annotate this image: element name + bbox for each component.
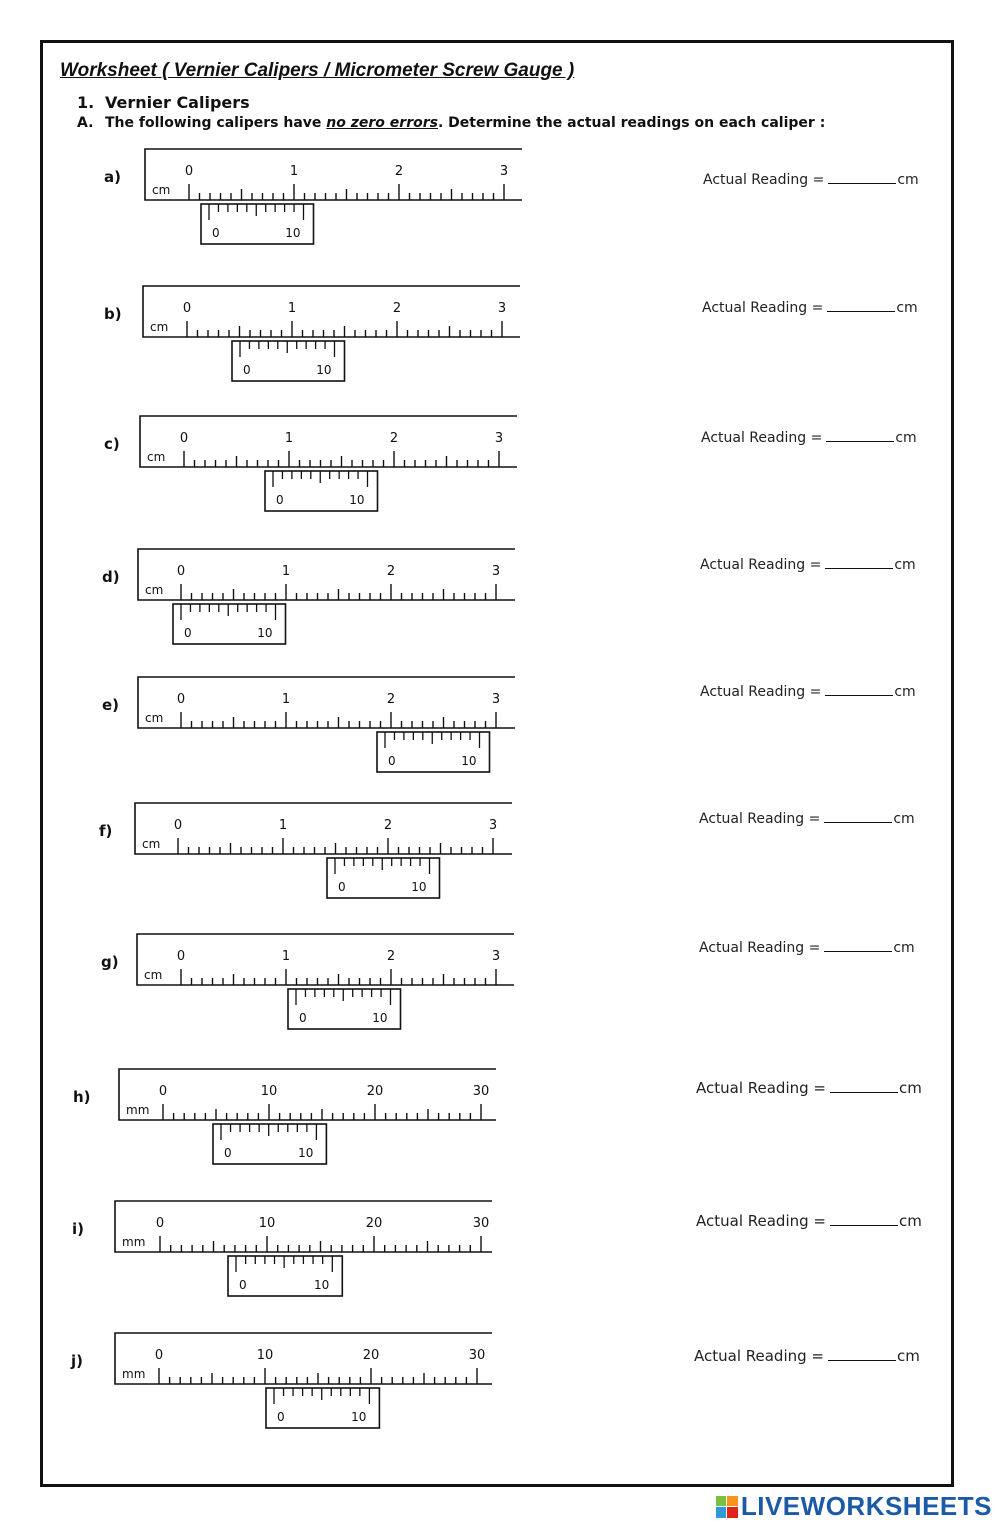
actual-reading-row: [699, 808, 915, 827]
main-scale-number: 0: [154, 1348, 164, 1363]
caliper-label: b): [104, 305, 122, 323]
worksheet-title: Worksheet ( Vernier Calipers / Micrometer Screw Gauge ): [60, 60, 575, 81]
vernier-scale-number: 10: [314, 1278, 330, 1292]
brand-name: LIVEWORKSHEETS: [740, 1491, 992, 1521]
main-scale-frame: [140, 416, 517, 467]
caliper-label: i): [72, 1220, 84, 1238]
actual-reading-row: [702, 297, 918, 316]
actual-reading-label: Actual Reading =: [699, 940, 821, 956]
main-scale-number: 0: [173, 818, 183, 833]
vernier-scale-number: 10: [285, 226, 301, 240]
main-scale-number: 3: [491, 692, 501, 707]
main-scale-number: 3: [491, 564, 501, 579]
main-scale-number: 2: [386, 564, 396, 579]
main-scale-number: 1: [281, 692, 291, 707]
answer-blank[interactable]: [827, 297, 895, 312]
answer-unit: cm: [898, 1212, 922, 1230]
main-scale-number: 2: [392, 301, 402, 316]
main-scale-number: 1: [281, 949, 291, 964]
answer-unit: cm: [894, 684, 916, 700]
answer-unit: cm: [893, 940, 915, 956]
main-scale-number: 3: [491, 949, 501, 964]
caliper-label: j): [71, 1352, 83, 1370]
caliper-g: [136, 933, 526, 1038]
vernier-scale-number: 10: [298, 1146, 314, 1160]
unit-label: cm: [144, 968, 163, 982]
main-scale-frame: [143, 286, 520, 337]
actual-reading-label: Actual Reading =: [700, 557, 822, 573]
instruction-emphasis: no zero errors: [326, 115, 438, 131]
answer-blank[interactable]: [825, 554, 893, 569]
unit-label: mm: [126, 1103, 150, 1117]
main-scale-number: 3: [488, 818, 498, 833]
vernier-scale-number: 10: [372, 1011, 388, 1025]
section-number: 1.: [77, 93, 95, 112]
instruction-text-start: The following calipers have: [105, 115, 327, 131]
main-scale-frame: [135, 803, 512, 854]
caliper-label: c): [104, 435, 120, 453]
actual-reading-row: [699, 937, 915, 956]
vernier-scale-number: 0: [388, 754, 396, 768]
main-scale-number: 0: [182, 301, 192, 316]
main-scale-number: 0: [176, 564, 186, 579]
actual-reading-label: Actual Reading =: [694, 1347, 824, 1365]
unit-label: mm: [122, 1235, 146, 1249]
actual-reading-row: [696, 1078, 922, 1097]
main-scale-frame: [138, 677, 515, 728]
main-scale-number: 0: [176, 949, 186, 964]
main-scale-frame: [137, 934, 514, 985]
main-scale-number: 10: [256, 1348, 274, 1363]
caliper-a: [144, 148, 534, 253]
section-heading: [77, 93, 250, 112]
main-scale-number: 0: [158, 1084, 168, 1099]
actual-reading-row: [703, 169, 919, 188]
main-scale-number: 2: [383, 818, 393, 833]
main-scale-number: 2: [386, 949, 396, 964]
actual-reading-label: Actual Reading =: [703, 172, 825, 188]
caliper-label: d): [102, 568, 120, 586]
instruction-text-end: . Determine the actual readings on each caliper :: [437, 115, 826, 131]
main-scale-frame: [115, 1201, 492, 1252]
vernier-scale-number: 10: [461, 754, 477, 768]
caliper-label: e): [102, 696, 120, 714]
main-scale-number: 1: [281, 564, 291, 579]
main-scale-number: 0: [155, 1216, 165, 1231]
actual-reading-label: Actual Reading =: [701, 430, 823, 446]
answer-blank[interactable]: [828, 1346, 896, 1361]
vernier-scale-number: 0: [276, 493, 284, 507]
answer-unit: cm: [893, 811, 915, 827]
answer-blank[interactable]: [824, 808, 892, 823]
main-scale-number: 2: [386, 692, 396, 707]
actual-reading-label: Actual Reading =: [700, 684, 822, 700]
main-scale-number: 30: [472, 1216, 490, 1231]
main-scale-frame: [138, 549, 515, 600]
answer-unit: cm: [897, 172, 919, 188]
answer-unit: cm: [894, 557, 916, 573]
answer-blank[interactable]: [830, 1078, 898, 1093]
actual-reading-row: [696, 1211, 922, 1230]
unit-label: cm: [142, 837, 161, 851]
main-scale-frame: [119, 1069, 496, 1120]
main-scale-number: 1: [289, 164, 299, 179]
answer-unit: cm: [895, 430, 917, 446]
main-scale-number: 20: [366, 1084, 384, 1099]
main-scale-number: 1: [278, 818, 288, 833]
vernier-scale-number: 10: [411, 880, 427, 894]
caliper-label: h): [73, 1088, 91, 1106]
unit-label: cm: [147, 450, 166, 464]
caliper-label: g): [101, 953, 119, 971]
answer-unit: cm: [898, 1079, 922, 1097]
answer-blank[interactable]: [826, 427, 894, 442]
caliper-h: [118, 1068, 508, 1173]
answer-blank[interactable]: [828, 169, 896, 184]
caliper-label: f): [99, 822, 113, 840]
vernier-scale-number: 0: [212, 226, 220, 240]
actual-reading-label: Actual Reading =: [696, 1212, 826, 1230]
main-scale-number: 10: [258, 1216, 276, 1231]
answer-unit: cm: [896, 1347, 920, 1365]
logo-grid-icon: [716, 1496, 738, 1518]
main-scale-number: 1: [287, 301, 297, 316]
vernier-scale-number: 0: [184, 626, 192, 640]
main-scale-number: 3: [494, 431, 504, 446]
vernier-scale-number: 0: [338, 880, 346, 894]
main-scale-number: 0: [184, 164, 194, 179]
main-scale-number: 0: [176, 692, 186, 707]
vernier-scale-number: 0: [277, 1410, 285, 1424]
main-scale-number: 20: [362, 1348, 380, 1363]
actual-reading-label: Actual Reading =: [696, 1079, 826, 1097]
main-scale-frame: [145, 149, 522, 200]
caliper-i: [114, 1200, 504, 1305]
main-scale-number: 0: [179, 431, 189, 446]
main-scale-number: 30: [472, 1084, 490, 1099]
main-scale-number: 2: [394, 164, 404, 179]
actual-reading-row: [701, 427, 917, 446]
caliper-e: [137, 676, 527, 781]
unit-label: cm: [145, 711, 164, 725]
unit-label: mm: [122, 1367, 146, 1381]
main-scale-number: 2: [389, 431, 399, 446]
instruction-letter: A.: [77, 115, 94, 131]
unit-label: cm: [145, 583, 164, 597]
caliper-d: [137, 548, 527, 653]
caliper-b: [142, 285, 532, 390]
main-scale-frame: [115, 1333, 492, 1384]
answer-blank[interactable]: [825, 681, 893, 696]
vernier-scale-number: 0: [299, 1011, 307, 1025]
vernier-scale-number: 0: [239, 1278, 247, 1292]
unit-label: cm: [150, 320, 169, 334]
actual-reading-row: [700, 554, 916, 573]
main-scale-number: 1: [284, 431, 294, 446]
caliper-label: a): [104, 168, 121, 186]
caliper-j: [114, 1332, 504, 1437]
vernier-scale-number: 10: [349, 493, 365, 507]
main-scale-number: 20: [365, 1216, 383, 1231]
unit-label: cm: [152, 183, 171, 197]
actual-reading-label: Actual Reading =: [702, 300, 824, 316]
answer-unit: cm: [896, 300, 918, 316]
main-scale-number: 3: [497, 301, 507, 316]
vernier-scale-number: 10: [351, 1410, 367, 1424]
caliper-c: [139, 415, 529, 520]
section-title: Vernier Calipers: [105, 93, 250, 112]
actual-reading-row: [700, 681, 916, 700]
vernier-scale-number: 10: [257, 626, 273, 640]
answer-blank[interactable]: [824, 937, 892, 952]
main-scale-number: 3: [499, 164, 509, 179]
caliper-f: [134, 802, 524, 907]
vernier-scale-number: 10: [316, 363, 332, 377]
actual-reading-row: [694, 1346, 920, 1365]
liveworksheets-logo: [716, 1491, 992, 1522]
answer-blank[interactable]: [830, 1211, 898, 1226]
main-scale-number: 10: [260, 1084, 278, 1099]
main-scale-number: 30: [468, 1348, 486, 1363]
instruction: [77, 115, 825, 131]
vernier-scale-number: 0: [243, 363, 251, 377]
actual-reading-label: Actual Reading =: [699, 811, 821, 827]
vernier-scale-number: 0: [224, 1146, 232, 1160]
